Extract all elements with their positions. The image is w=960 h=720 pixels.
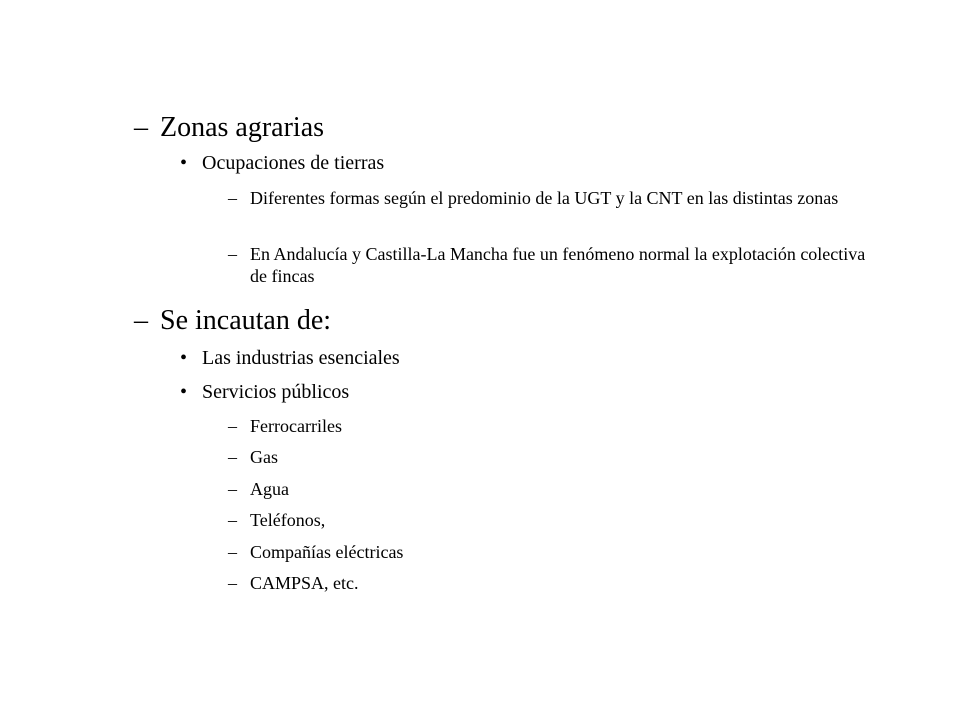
- dash-marker: –: [228, 416, 237, 436]
- section-heading-text: Se incautan de:: [160, 305, 332, 336]
- sub-item: [228, 187, 870, 209]
- dash-marker: –: [134, 112, 148, 143]
- bullet-item-text: Las industrias esenciales: [202, 347, 400, 369]
- bullet-item: [180, 346, 400, 370]
- sub-item-text: Teléfonos,: [250, 510, 326, 530]
- sub-item: [228, 415, 342, 437]
- dash-marker: –: [228, 244, 237, 264]
- sub-item: [228, 572, 359, 594]
- dash-marker: –: [228, 573, 237, 593]
- bullet-item-text: Servicios públicos: [202, 381, 350, 403]
- sub-item: [228, 243, 870, 287]
- sub-item-text: En Andalucía y Castilla-La Mancha fue un fenómeno normal la explotación colectiva de fincas: [250, 244, 866, 286]
- bullet-item-text: Ocupaciones de tierras: [202, 152, 385, 174]
- bullet-item: [180, 151, 385, 175]
- sub-item-text: Diferentes formas según el predominio de la UGT y la CNT en las distintas zonas: [250, 188, 839, 208]
- sub-item-text: Gas: [250, 447, 278, 467]
- section-heading-text: Zonas agrarias: [160, 112, 325, 143]
- dash-marker: –: [134, 305, 148, 336]
- bullet-marker: •: [180, 381, 188, 403]
- bullet-marker: •: [180, 347, 188, 369]
- sub-item-text: CAMPSA, etc.: [250, 573, 359, 593]
- dash-marker: –: [228, 510, 237, 530]
- dash-marker: –: [228, 479, 237, 499]
- sub-item: [228, 446, 278, 468]
- section-heading: [134, 305, 332, 337]
- bullet-marker: •: [180, 152, 188, 174]
- sub-item-text: Agua: [250, 479, 289, 499]
- sub-item: [228, 541, 404, 563]
- section-heading: [134, 112, 325, 144]
- dash-marker: –: [228, 542, 237, 562]
- dash-marker: –: [228, 447, 237, 467]
- sub-item: [228, 478, 289, 500]
- sub-item-text: Ferrocarriles: [250, 416, 342, 436]
- bullet-item: [180, 380, 350, 404]
- sub-item: [228, 509, 326, 531]
- sub-item-text: Compañías eléctricas: [250, 542, 404, 562]
- dash-marker: –: [228, 188, 237, 208]
